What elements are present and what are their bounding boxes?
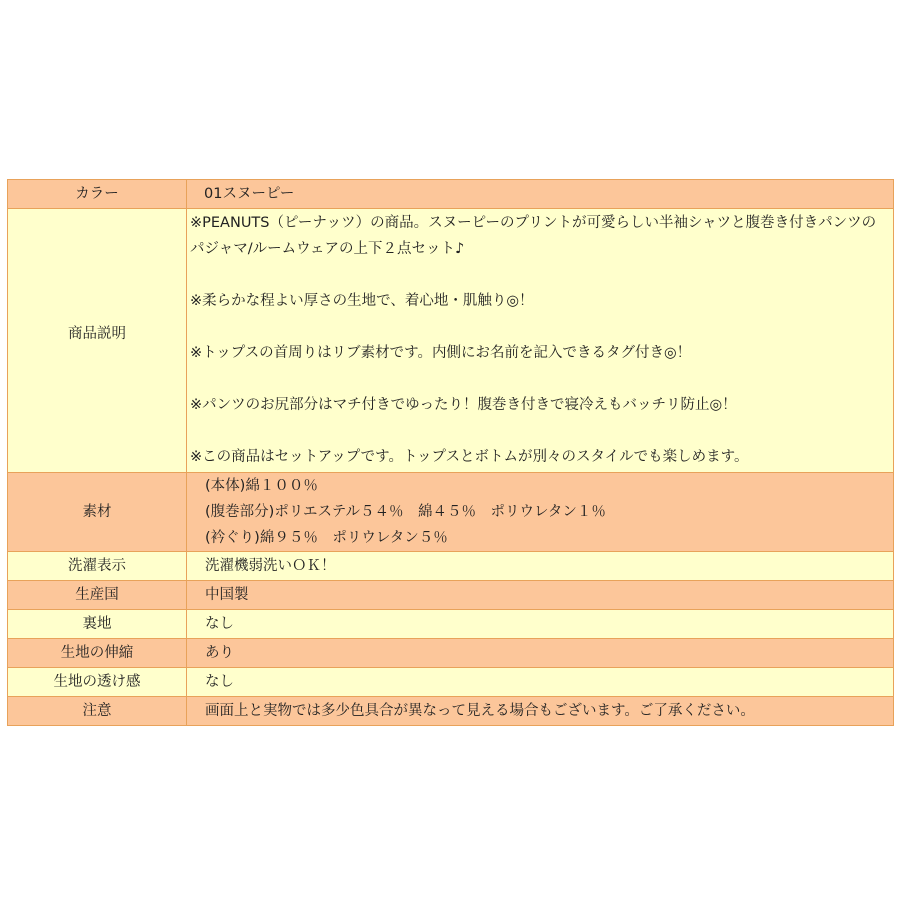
spec-label-lining: 裏地 [8,610,187,639]
spec-label-description: 商品説明 [8,209,187,473]
spec-value-caution [187,697,894,726]
color-value: 01スヌーピー [204,186,295,202]
spec-value-washing [187,552,894,581]
spec-row-sheerness [8,668,894,697]
spec-value-sheerness [187,668,894,697]
caution-value: 画面上と実物では多少色具合が異なって見える場合もございます。ご了承ください。 [205,703,755,719]
spec-row-origin [8,581,894,610]
stretch-value: あり [205,645,234,661]
spec-value-color [187,180,894,209]
washing-value: 洗濯機弱洗いＯＫ！ [205,558,336,574]
material-line: (本体)綿１００％ [205,478,318,494]
spec-row-lining [8,610,894,639]
spec-label-sheerness: 生地の透け感 [8,668,187,697]
origin-value: 中国製 [205,587,249,603]
description-paragraph: ※柔らかな程よい厚さの生地で、着心地・肌触り◎！ [190,293,534,309]
spec-row-washing [8,552,894,581]
spec-value-lining [187,610,894,639]
description-paragraph: ※この商品はセットアップです。トップスとボトムが別々のスタイルでも楽しめます。 [190,449,749,465]
product-spec-table [7,179,894,726]
spec-value-stretch [187,639,894,668]
material-line: (腹巻部分)ポリエステル５４％ 綿４５％ ポリウレタン１％ [205,504,606,520]
spec-row-color [8,180,894,209]
lining-value: なし [205,616,234,632]
spec-label-caution: 注意 [8,697,187,726]
spec-label-origin: 生産国 [8,581,187,610]
spec-row-caution [8,697,894,726]
spec-label-washing: 洗濯表示 [8,552,187,581]
spec-label-color: カラー [8,180,187,209]
spec-label-material: 素材 [8,473,187,552]
sheerness-value: なし [205,674,234,690]
description-paragraph: ※トップスの首周りはリブ素材です。内側にお名前を記入できるタグ付き◎！ [190,345,692,361]
spec-row-description [8,209,894,473]
spec-row-material [8,473,894,552]
description-paragraph: ※PEANUTS（ピーナッツ）の商品。スヌーピーのプリントが可愛らしい半袖シャツと腹巻き付きパンツのパジャマ/ルームウェアの上下２点セット♪ [190,215,877,257]
material-line: (衿ぐり)綿９５％ ポリウレタン５％ [205,530,448,546]
spec-value-description [187,209,894,473]
description-paragraph: ※パンツのお尻部分はマチ付きでゆったり！腹巻き付きで寝冷えもバッチリ防止◎！ [190,397,737,413]
spec-label-stretch: 生地の伸縮 [8,639,187,668]
spec-value-material [187,473,894,552]
spec-value-origin [187,581,894,610]
spec-row-stretch [8,639,894,668]
